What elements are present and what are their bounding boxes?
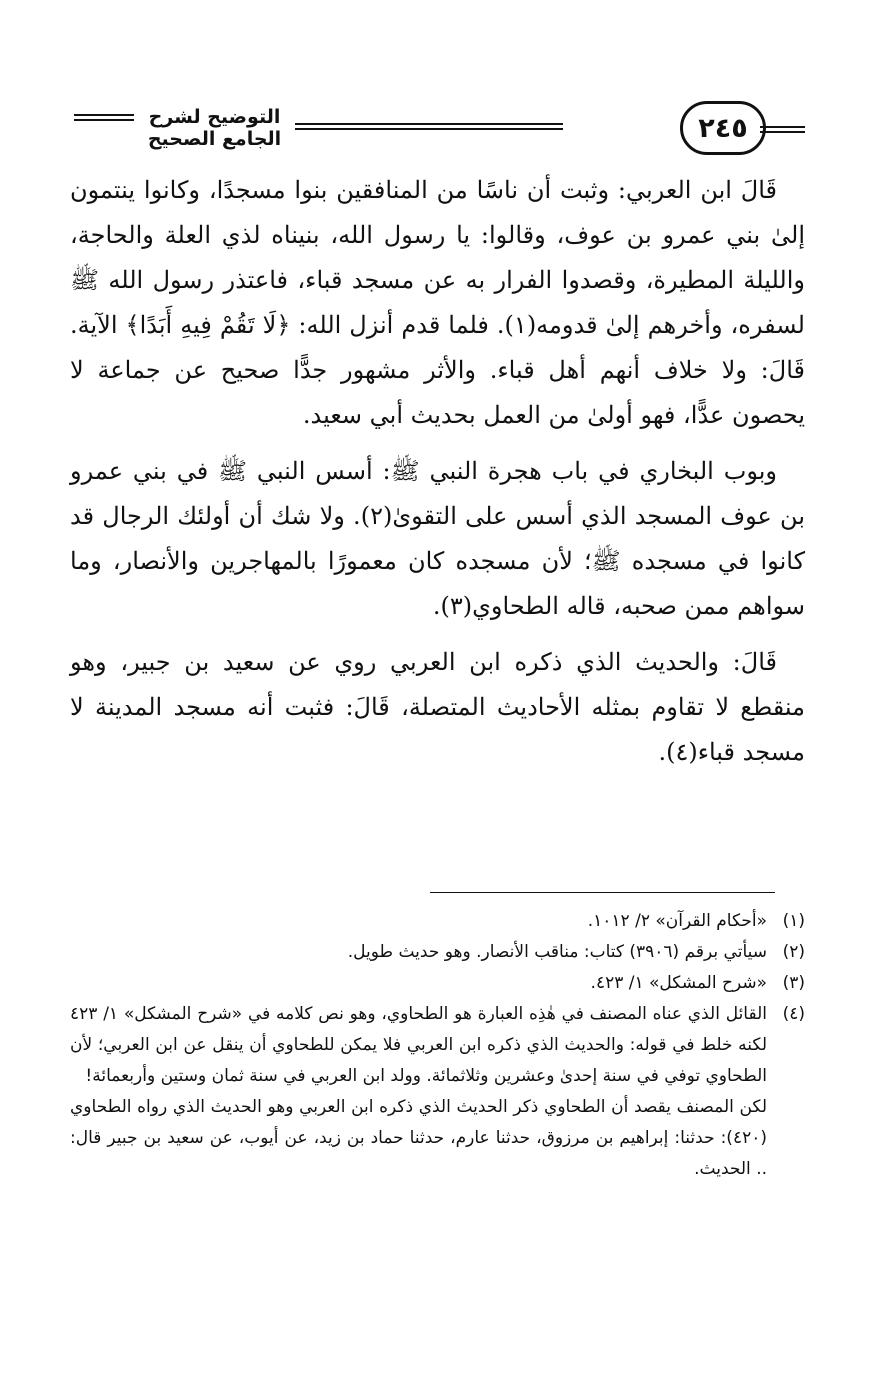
footnote <box>70 968 805 999</box>
header-rule-right <box>760 126 805 133</box>
header-rule-left <box>74 114 134 121</box>
header-rule-middle <box>295 123 563 130</box>
page-header <box>70 96 805 166</box>
footnote <box>70 906 805 937</box>
footnote-text: القائل الذي عناه المصنف في هٰذِه العبارة هو الطحاوي، وهو نص كلامه في «شرح المشكل» ١/ ٤٢٣ لكنه خلط في قوله: والحديث الذي ذكره ابن العربي فلا يمكن للطحاوي أن ينقل عن ابن العربي؛ لأن الطحاوي توفي في سنة إحدىٰ وعشرين وثلاثمائة. وولد ابن العربي في سنة ثمان وستين وأربعمائة! <box>70 1004 767 1086</box>
paragraph: قَالَ ابن العربي: وثبت أن ناسًا من المنافقين بنوا مسجدًا، وكانوا ينتمون إلىٰ بني عمرو بن عوف، وقالوا: يا رسول الله، بنيناه لذي العلة والحاجة، والليلة المطيرة، وقصدوا الفرار به عن مسجد قباء، فاعتذر رسول الله ﷺ لسفره، وأخرهم إلىٰ قدومه(١). فلما قدم أنزل الله: ﴿لَا تَقُمْ فِيهِ أَبَدًا﴾ الآية. قَالَ: ولا خلاف أنهم أهل قباء. والأثر مشهور جدًّا صحيح عن جماعة لا يحصون عدًّا، فهو أولىٰ من العمل بحديث أبي سعيد. <box>70 176 805 429</box>
footnote-text: «أحكام القرآن» ٢/ ١٠١٢. <box>587 911 767 931</box>
footnote <box>70 937 805 968</box>
footnote-number: (١) <box>782 911 805 931</box>
page-number: ٢٤٥ <box>680 101 766 155</box>
footnote-separator <box>430 892 775 893</box>
footnotes <box>70 906 805 1185</box>
running-title: التوضيح لشرح الجامع الصحيح <box>147 106 282 150</box>
footnote <box>70 999 805 1092</box>
footnote-continuation: لكن المصنف يقصد أن الطحاوي ذكر الحديث الذي ذكره ابن العربي وهو الحديث الذي رواه الطحاوي (٤٢٠): حدثنا: إبراهيم بن مرزوق، حدثنا عارم، حدثنا حماد بن زيد، عن أيوب، عن سعيد بن جبير قال: .. الحديث. <box>70 1097 767 1179</box>
footnote-number: (٢) <box>782 942 805 962</box>
footnote-number: (٣) <box>782 973 805 993</box>
footnote-number: (٤) <box>782 1004 805 1024</box>
paragraph: قَالَ: والحديث الذي ذكره ابن العربي روي عن سعيد بن جبير، وهو منقطع لا تقاوم بمثله الأحاديث المتصلة، قَالَ: فثبت أنه مسجد المدينة لا مسجد قباء(٤). <box>70 648 806 766</box>
paragraph: وبوب البخاري في باب هجرة النبي ﷺ: أسس النبي ﷺ في بني عمرو بن عوف المسجد الذي أسس على التقوىٰ(٢). ولا شك أن أولئك الرجال قد كانوا في مسجده ﷺ؛ لأن مسجده كان معمورًا بالمهاجرين والأنصار، وما سواهم ممن صحبه، قاله الطحاوي(٣). <box>70 457 806 620</box>
footnote-text: سيأتي برقم (٣٩٠٦) كتاب: مناقب الأنصار. وهو حديث طويل. <box>347 942 767 962</box>
footnote-text: «شرح المشكل» ١/ ٤٢٣. <box>590 973 767 993</box>
main-text <box>70 168 805 786</box>
